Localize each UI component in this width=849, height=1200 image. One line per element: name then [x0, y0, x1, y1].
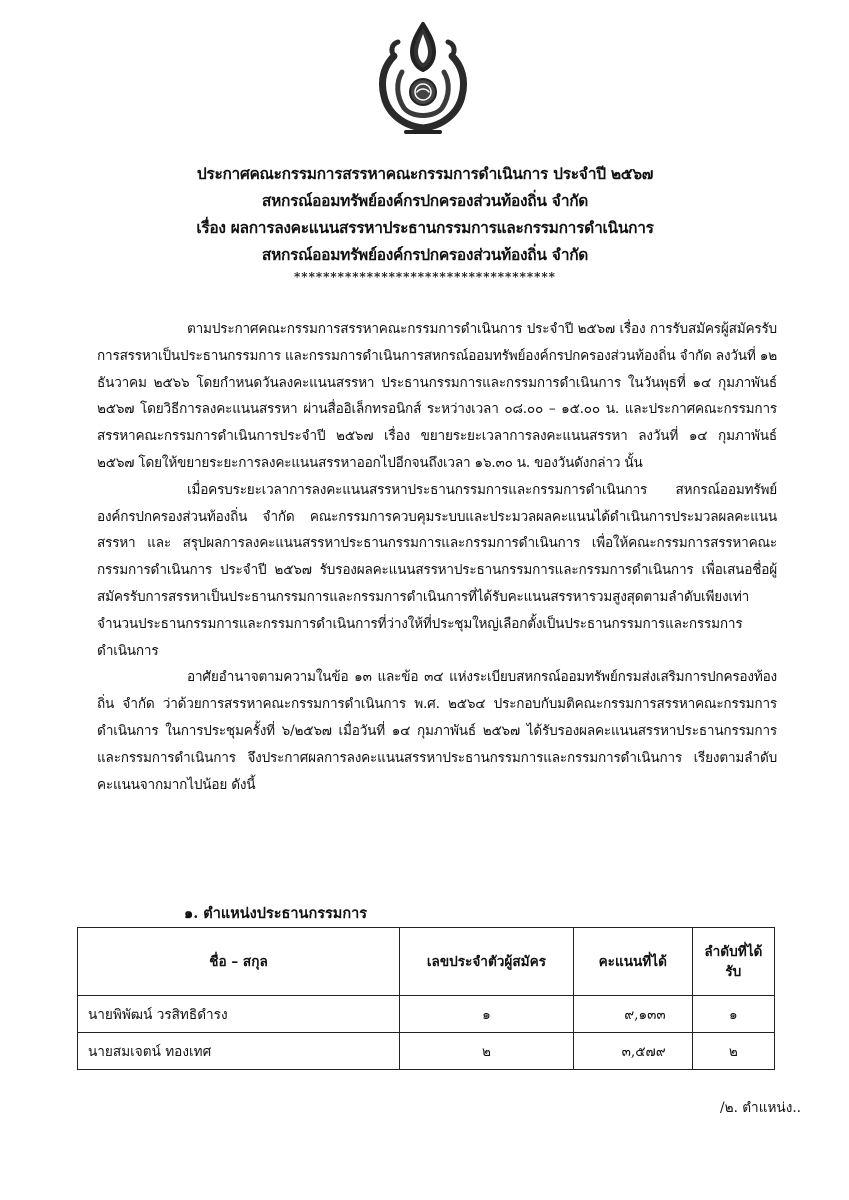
table-row	[78, 1033, 775, 1070]
candidate-name: นายพิพัฒน์ วรสิทธิดำรง	[78, 996, 400, 1033]
candidate-score: ๙,๑๓๓	[573, 996, 692, 1033]
table-header-row	[78, 928, 775, 996]
cooperative-name: สหกรณ์ออมทรัพย์องค์กรปกครองส่วนท้องถิ่น จำกัด	[261, 191, 589, 210]
announcement-header	[80, 160, 770, 284]
results-table	[77, 927, 775, 1070]
paragraph-process: เมื่อครบระยะเวลาการลงคะแนนสรรหาประธานกรรมการและกรรมการดำเนินการ สหกรณ์ออมทรัพย์องค์กรปกครองส่วนท้องถิ่น จำกัด คณะกรรมการควบคุมระบบและประมวลผลคะแนนได้ดำเนินการประมวลผลคะแนนสรรหา และ สรุปผลการลงคะแนนสรรหาประธานกรรมการและกรรมการดำเนินการ เพื่อให้คณะกรรมการสรรหาคณะกรรมการดำเนินการ ประจำปี ๒๕๖๗ รับรองผลคะแนนสรรหาประธานกรรมการและกรรมการดำเนินการ เพื่อเสนอชื่อผู้สมัครรับการสรรหาเป็นประธานกรรมการและกรรมการดำเนินการที่ได้รับคะแนนสรรหารวมสูงสุดตามลำดับเพียงเท่าจำนวนประธานกรรมการและกรรมการดำเนินการที่ว่างให้ที่ประชุมใหญ่เลือกตั้งเป็นประธานกรรมการและกรรมการดำเนินการ	[97, 481, 777, 659]
column-header-candidate-number: เลขประจำตัวผู้สมัคร	[400, 928, 574, 996]
paragraph-authority: อาศัยอำนาจตามความในข้อ ๑๓ และข้อ ๓๔ แห่งระเบียบสหกรณ์ออมทรัพย์กรมส่งเสริมการปกครองท้องถิ่น จำกัด ว่าด้วยการสรรหาคณะกรรมการดำเนินการ พ.ศ. ๒๕๖๔ ประกอบกับมติคณะกรรมการสรรหาคณะกรรมการดำเนินการ ในการประชุมครั้งที่ ๖/๒๕๖๗ เมื่อวันที่ ๑๔ กุมภาพันธ์ ๒๕๖๗ ได้รับรองผลคะแนนสรรหาประธานกรรมการและกรรมการดำเนินการ จึงประกาศผลการลงคะแนนสรรหาประธานกรรมการและกรรมการดำเนินการ เรียงตามลำดับคะแนนจากมากไปน้อย ดังนี้	[97, 669, 777, 793]
section-title-chairman: ๑. ตำแหน่งประธานกรรมการ	[184, 905, 368, 922]
column-header-score: คะแนนที่ได้	[573, 928, 692, 996]
candidate-rank: ๒	[692, 1033, 774, 1070]
column-header-rank: ลำดับที่ได้รับ	[692, 928, 774, 996]
table-row	[78, 996, 775, 1033]
candidate-name: นายสมเจตน์ ทองเทศ	[78, 1033, 400, 1070]
announcement-body	[97, 316, 777, 798]
candidate-number: ๒	[400, 1033, 574, 1070]
cooperative-logo	[374, 20, 472, 140]
header-divider: ************************************	[294, 270, 556, 284]
cooperative-name-repeat: สหกรณ์ออมทรัพย์องค์กรปกครองส่วนท้องถิ่น จำกัด	[261, 245, 589, 264]
paragraph-background: ตามประกาศคณะกรรมการสรรหาคณะกรรมการดำเนินการ ประจำปี ๒๕๖๗ เรื่อง การรับสมัครผู้สมัครรับการสรรหาเป็นประธานกรรมการ และกรรมการดำเนินการสหกรณ์ออมทรัพย์องค์กรปกครองส่วนท้องถิ่น จำกัด ลงวันที่ ๑๒ ธันวาคม ๒๕๖๖ โดยกำหนดวันลงคะแนนสรรหา ประธานกรรมการและกรรมการดำเนินการ ในวันพุธที่ ๑๔ กุมภาพันธ์ ๒๕๖๗ โดยวิธีการลงคะแนนสรรหา ผ่านสื่ออิเล็กทรอนิกส์ ระหว่างเวลา ๐๘.๐๐ – ๑๕.๐๐ น. และประกาศคณะกรรมการสรรหาคณะกรรมการดำเนินการประจำปี ๒๕๖๗ เรื่อง ขยายระยะเวลาการลงคะแนนสรรหา ลงวันที่ ๑๔ กุมภาพันธ์ ๒๕๖๗ โดยให้ขยายระยะการลงคะแนนสรรหาออกไปอีกจนถึงเวลา ๑๖.๓๐ น. ของวันดังกล่าว นั้น	[97, 321, 777, 471]
announcement-subject: เรื่อง ผลการลงคะแนนสรรหาประธานกรรมการและกรรมการดำเนินการ	[196, 218, 654, 237]
continuation-note: /๒. ตำแหน่ง..	[720, 1100, 801, 1116]
announcement-title: ประกาศคณะกรรมการสรรหาคณะกรรมการดำเนินการ ประจำปี ๒๕๖๗	[196, 164, 654, 183]
column-header-name: ชื่อ – สกุล	[78, 928, 400, 996]
candidate-rank: ๑	[692, 996, 774, 1033]
candidate-score: ๓,๕๗๙	[573, 1033, 692, 1070]
candidate-number: ๑	[400, 996, 574, 1033]
